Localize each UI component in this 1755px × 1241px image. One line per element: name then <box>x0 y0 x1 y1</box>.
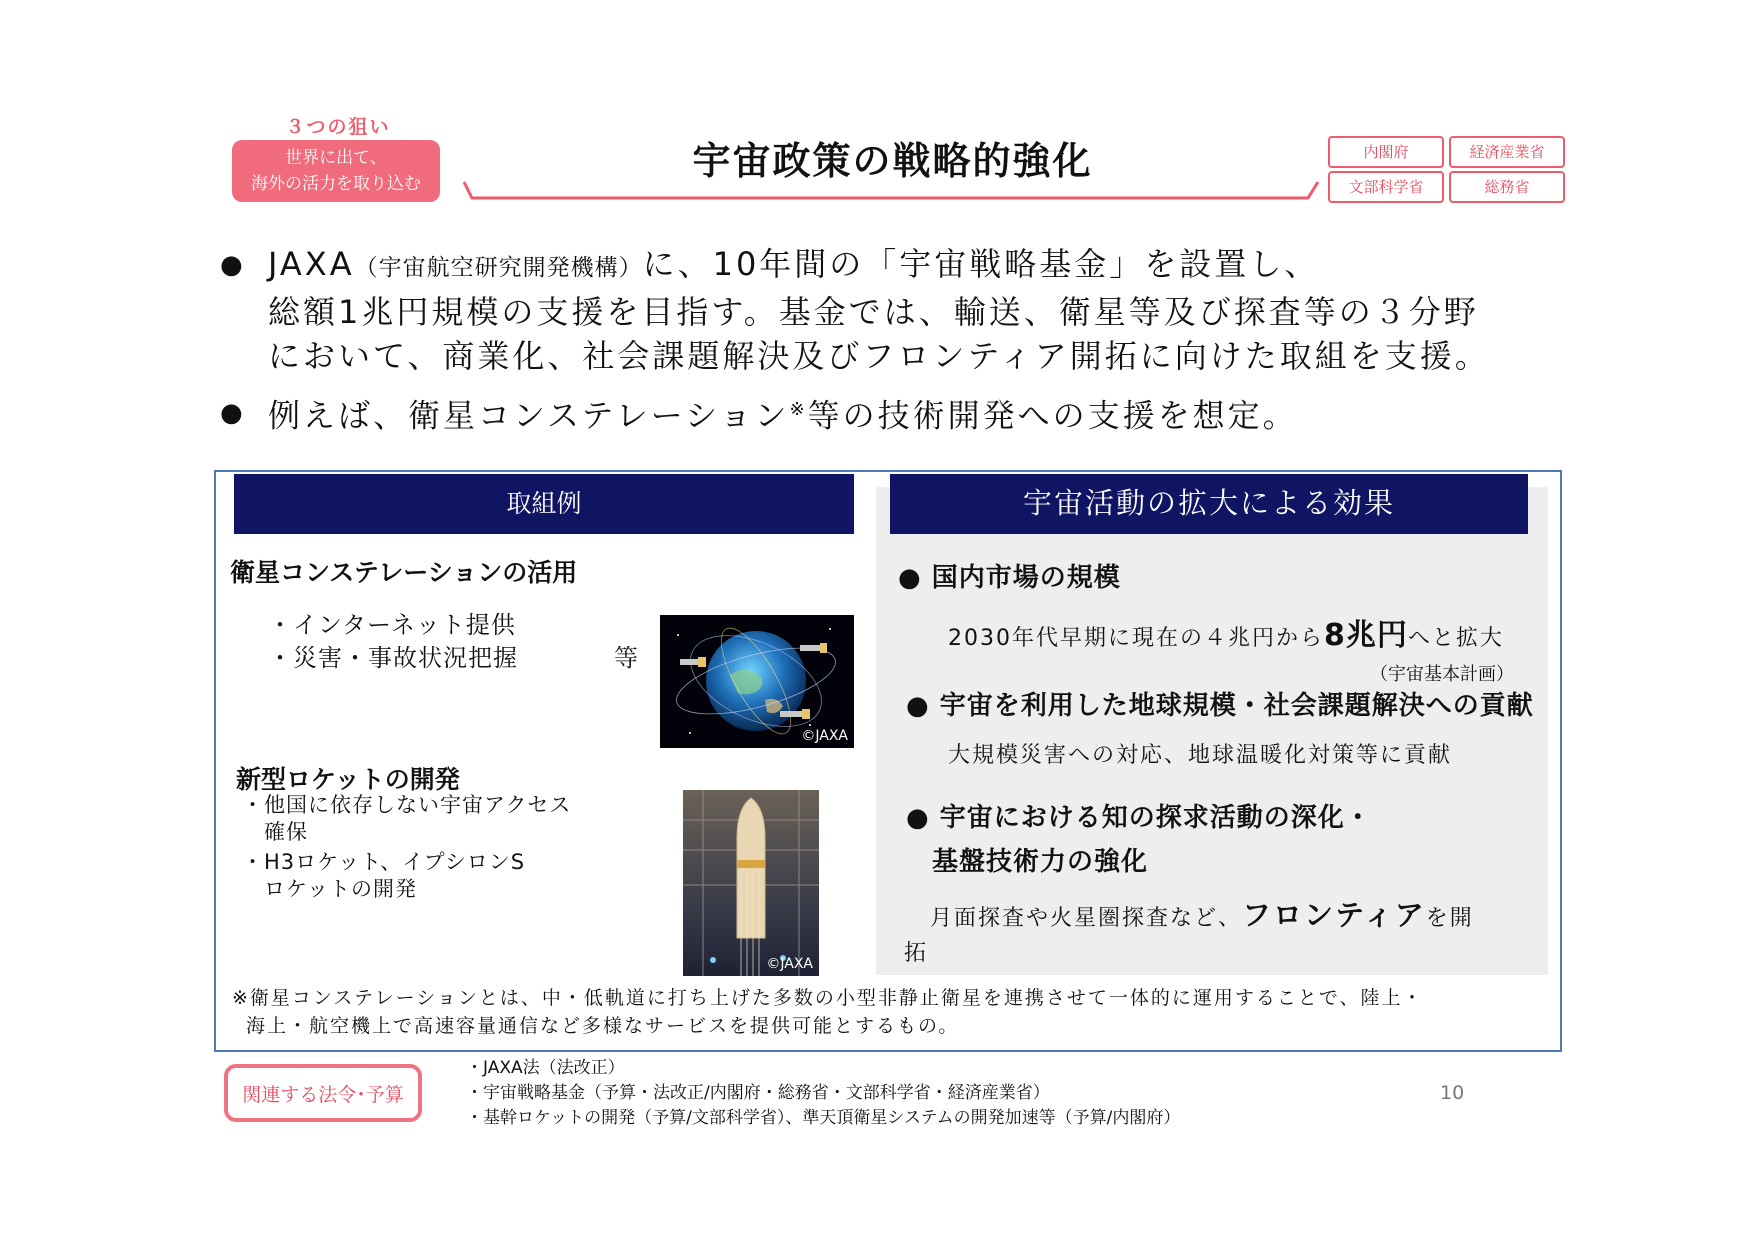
bullet-1-line2: 総額1兆円規模の支援を目指す。基金では、輸送、衛星等及び探査等の３分野 <box>268 293 1479 331</box>
image-credit: ©JAXA <box>801 728 848 744</box>
effect-3-text-b: を開 <box>1425 906 1474 931</box>
sec1-item-1: ・インターネット提供 <box>268 611 516 639</box>
related-list <box>466 1056 1180 1131</box>
bullet-1-line1: に、10年間の「宇宙戦略基金」を設置し、 <box>642 245 1320 283</box>
bullet-dot-2: ● <box>220 398 243 428</box>
sec1-etc: 等 <box>614 644 639 672</box>
sec2-item-2: ・H3ロケット、イプシロンS <box>242 850 526 874</box>
footnote-line-2: 海上・航空機上で高速容量通信など多様なサービスを提供可能とするもの。 <box>246 1015 960 1037</box>
bullet-dot-1: ● <box>220 250 243 280</box>
sec2-item-1-cont: 確保 <box>264 820 308 844</box>
effect-1-text-b: へと拡大 <box>1407 626 1504 651</box>
effect-3-highlight: フロンティア <box>1242 898 1426 932</box>
bullet-1-line3: において、商業化、社会課題解決及びフロンティア開拓に向けた取組を支援。 <box>268 337 1490 375</box>
page-number: 10 <box>1440 1082 1465 1104</box>
bullet-1 <box>268 242 1558 378</box>
ministry-badge-cabinet: 内閣府 <box>1328 136 1444 168</box>
aim-box <box>232 140 440 202</box>
right-panel-heading: 宇宙活動の拡大による効果 <box>890 474 1528 534</box>
effect-3-title: ● 宇宙における知の探求活動の深化・ <box>906 803 1372 833</box>
effect-3-title-line1: 宇宙における知の探求活動の深化・ <box>939 803 1372 833</box>
bullet-1-jaxa: JAXA <box>268 245 355 283</box>
bullet-2-text-a: 例えば、衛星コンステレーション <box>268 396 790 435</box>
ministry-badge-meti: 経済産業省 <box>1449 136 1565 168</box>
related-item-1: ・JAXA法（法改正） <box>466 1058 625 1078</box>
image-credit: ©JAXA <box>766 956 813 972</box>
related-item-2: ・宇宙戦略基金（予算・法改正/内閣府・総務省・文部科学省・経済産業省） <box>466 1083 1050 1103</box>
sec2-title: 新型ロケットの開発 <box>236 765 460 794</box>
satellite-constellation-image <box>660 615 854 748</box>
bullet-2 <box>268 388 1558 438</box>
effect-1-source: （宇宙基本計画） <box>1370 664 1514 685</box>
effect-2-title: ● 宇宙を利用した地球規模・社会課題解決への貢献 <box>906 691 1534 721</box>
effect-1-title: ● 国内市場の規模 <box>898 563 1121 593</box>
related-laws-button[interactable]: 関連する法令･予算 <box>224 1064 422 1122</box>
left-panel-heading: 取組例 <box>234 474 854 534</box>
sec1-title: 衛星コンステレーションの活用 <box>230 558 578 587</box>
aim-line-1: 世界に出て、 <box>285 148 387 168</box>
effect-1-highlight: 8兆円 <box>1324 618 1408 653</box>
effect-1-title-text: 国内市場の規模 <box>931 563 1121 593</box>
bullet-2-mark: ※ <box>789 399 808 420</box>
title-underline <box>462 180 1320 202</box>
sec2-item-2-cont: ロケットの開発 <box>264 877 417 901</box>
ministry-badge-mic: 総務省 <box>1449 171 1565 203</box>
effect-3-text-end: 拓 <box>904 941 929 966</box>
related-item-3: ・基幹ロケットの開発（予算/文部科学省）、準天頂衛星システムの開発加速等（予算/内閣府） <box>466 1108 1181 1128</box>
effect-2-text: 大規模災害への対応、地球温暖化対策等に貢献 <box>948 743 1453 768</box>
rocket-image <box>683 790 819 976</box>
bullet-1-paren: （宇宙航空研究開発機構） <box>354 255 643 281</box>
aim-label: ３つの狙い <box>285 116 391 138</box>
footnote <box>232 984 1552 1040</box>
bullet-2-text-b: 等の技術開発への支援を想定。 <box>807 396 1298 435</box>
footnote-line-1: ※衛星コンステレーションとは、中・低軌道に打ち上げた多数の小型非静止衛星を連携させて一体的に運用することで、陸上・ <box>232 987 1424 1009</box>
effect-3-text <box>930 893 1474 934</box>
rocket-hangar-illustration <box>683 790 819 976</box>
effect-3-text-a: 月面探査や火星圏探査など、 <box>930 906 1243 931</box>
sec2-item-1: ・他国に依存しない宇宙アクセス <box>242 793 572 817</box>
effect-1-text-a: 2030年代早期に現在の４兆円から <box>948 626 1324 651</box>
effect-3-title-line2: 基盤技術力の強化 <box>932 847 1149 877</box>
effect-2-title-text: 宇宙を利用した地球規模・社会課題解決への貢献 <box>939 691 1534 721</box>
ministry-badge-mext: 文部科学省 <box>1328 171 1444 203</box>
sec1-item-2: ・災害・事故状況把握 <box>268 644 518 672</box>
effect-1-text <box>948 610 1504 654</box>
page-title: 宇宙政策の戦略的強化 <box>692 139 1093 183</box>
aim-line-2: 海外の活力を取り込む <box>251 174 421 194</box>
